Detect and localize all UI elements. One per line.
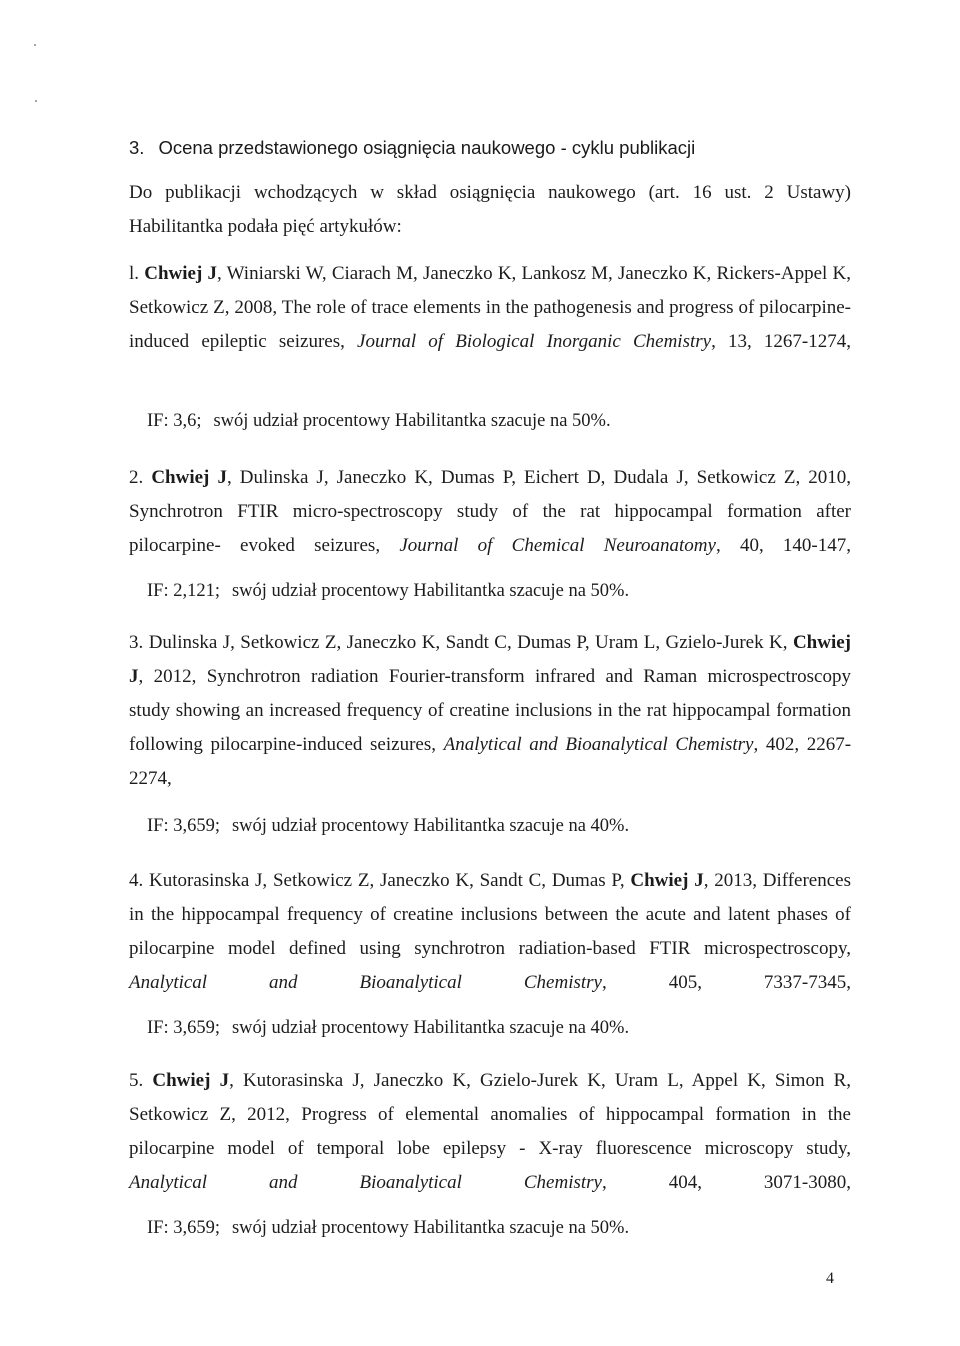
publication-2-impact: [147, 581, 629, 602]
publication-details: , 405, 7337-7345,: [601, 972, 852, 993]
publication-2: [129, 461, 851, 563]
section-title: Ocena przedstawionego osiągnięcia naukowego - cyklu publikacji: [158, 137, 696, 158]
publication-lead-author: Chwiej J: [630, 870, 704, 891]
publication-1-impact: [147, 411, 611, 432]
publication-details: , 402, 2267-2274,: [129, 734, 852, 789]
scan-speck: [34, 44, 36, 46]
publication-lead-author: Chwiej J: [129, 632, 852, 687]
section-heading: [129, 137, 695, 159]
publication-journal: Analytical and Bioanalytical Chemistry: [443, 734, 754, 755]
publication-authors-after: , Kutorasinska J, Janeczko K, Gzielo-Jurek K, Uram L, Appel K, Simon R, Setkowicz Z, 2012, Progress of elemental anomalies of hippocampal formation in the pilocarpine model of temporal lobe epilepsy - X-ray fluorescence microscopy study,: [129, 1070, 852, 1159]
impact-factor: IF: 3,659;: [147, 1218, 220, 1238]
publication-5-impact: [147, 1218, 629, 1239]
impact-factor: IF: 3,659;: [147, 1018, 220, 1038]
publication-number: 5.: [129, 1070, 144, 1091]
publication-journal: Analytical and Bioanalytical Chemistry: [129, 1172, 602, 1193]
publication-number: l.: [129, 263, 140, 284]
percentage-share: swój udział procentowy Habilitantka szacuje na 50%.: [213, 411, 611, 431]
impact-factor: IF: 2,121;: [147, 581, 220, 601]
publication-3: [129, 626, 851, 796]
scan-speck: [35, 100, 37, 102]
intro-paragraph: [129, 176, 851, 244]
publication-number: 2.: [129, 467, 144, 488]
publication-journal: Analytical and Bioanalytical Chemistry: [129, 972, 602, 993]
percentage-share: swój udział procentowy Habilitantka szacuje na 40%.: [231, 1018, 630, 1038]
publication-details: , 404, 3071-3080,: [601, 1172, 852, 1193]
percentage-share: swój udział procentowy Habilitantka szacuje na 50%.: [231, 581, 630, 601]
section-number: 3.: [129, 137, 145, 158]
publication-authors-before: Kutorasinska J, Setkowicz Z, Janeczko K, Sandt C, Dumas P,: [149, 870, 631, 891]
publication-1: [129, 257, 851, 359]
publication-citation: [129, 626, 851, 796]
publication-authors-after: , 2013, Differences in the hippocampal frequency of creatine inclusions between the acute and latent phases of pilocarpine model defined using synchrotron radiation-based FTIR microspectroscopy,: [129, 870, 851, 959]
publication-citation: [129, 864, 851, 1000]
impact-factor: IF: 3,659;: [147, 816, 220, 836]
publication-4-impact: [147, 1018, 629, 1039]
publication-journal: Journal of Chemical Neuroanatomy: [399, 535, 716, 556]
publication-journal: Journal of Biological Inorganic Chemistry: [357, 331, 712, 352]
publication-number: 3.: [129, 632, 144, 653]
publication-lead-author: Chwiej J: [144, 263, 218, 284]
publication-lead-author: Chwiej J: [152, 1070, 230, 1091]
percentage-share: swój udział procentowy Habilitantka szacuje na 50%.: [231, 1218, 630, 1238]
publication-details: , 40, 140-147,: [715, 535, 851, 556]
page-number: 4: [826, 1270, 834, 1287]
publication-authors-after: , Winiarski W, Ciarach M, Janeczko K, Lankosz M, Janeczko K, Rickers-Appel K, Setkowicz Z, 2008, The role of trace elements in the pathogenesis and progress of pilocarpine- induced epileptic seizures,: [129, 263, 851, 352]
publication-authors-before: Dulinska J, Setkowicz Z, Janeczko K, Sandt C, Dumas P, Uram L, Gzielo-Jurek K,: [148, 632, 793, 653]
impact-factor: IF: 3,6;: [147, 411, 202, 431]
publication-5: [129, 1064, 851, 1200]
publication-details: , 13, 1267-1274,: [711, 331, 851, 352]
publication-4: [129, 864, 851, 1000]
publication-citation: [129, 1064, 851, 1200]
percentage-share: swój udział procentowy Habilitantka szacuje na 40%.: [231, 816, 630, 836]
intro-line-2: Habilitantka podała pięć artykułów:: [129, 216, 402, 237]
publication-3-impact: [147, 816, 629, 837]
intro-line-1: Do publikacji wchodzących w skład osiągnięcia naukowego (art. 16 ust. 2 Ustawy): [129, 182, 851, 203]
publication-authors-after: , Dulinska J, Janeczko K, Dumas P, Eichert D, Dudala J, Setkowicz Z, 2010, Synchrotron FTIR micro-spectroscopy study of the rat hippocampal formation after pilocarpine- evoked seizures,: [129, 467, 852, 556]
publication-citation: [129, 461, 851, 563]
publication-authors-after: , 2012, Synchrotron radiation Fourier-transform infrared and Raman microspectroscopy study showing an increased frequency of creatine inclusions in the rat hippocampal formation following pilocarpine-induced seizures,: [129, 666, 851, 755]
publication-lead-author: Chwiej J: [151, 467, 227, 488]
publication-citation: [129, 257, 851, 359]
publication-number: 4.: [129, 870, 144, 891]
